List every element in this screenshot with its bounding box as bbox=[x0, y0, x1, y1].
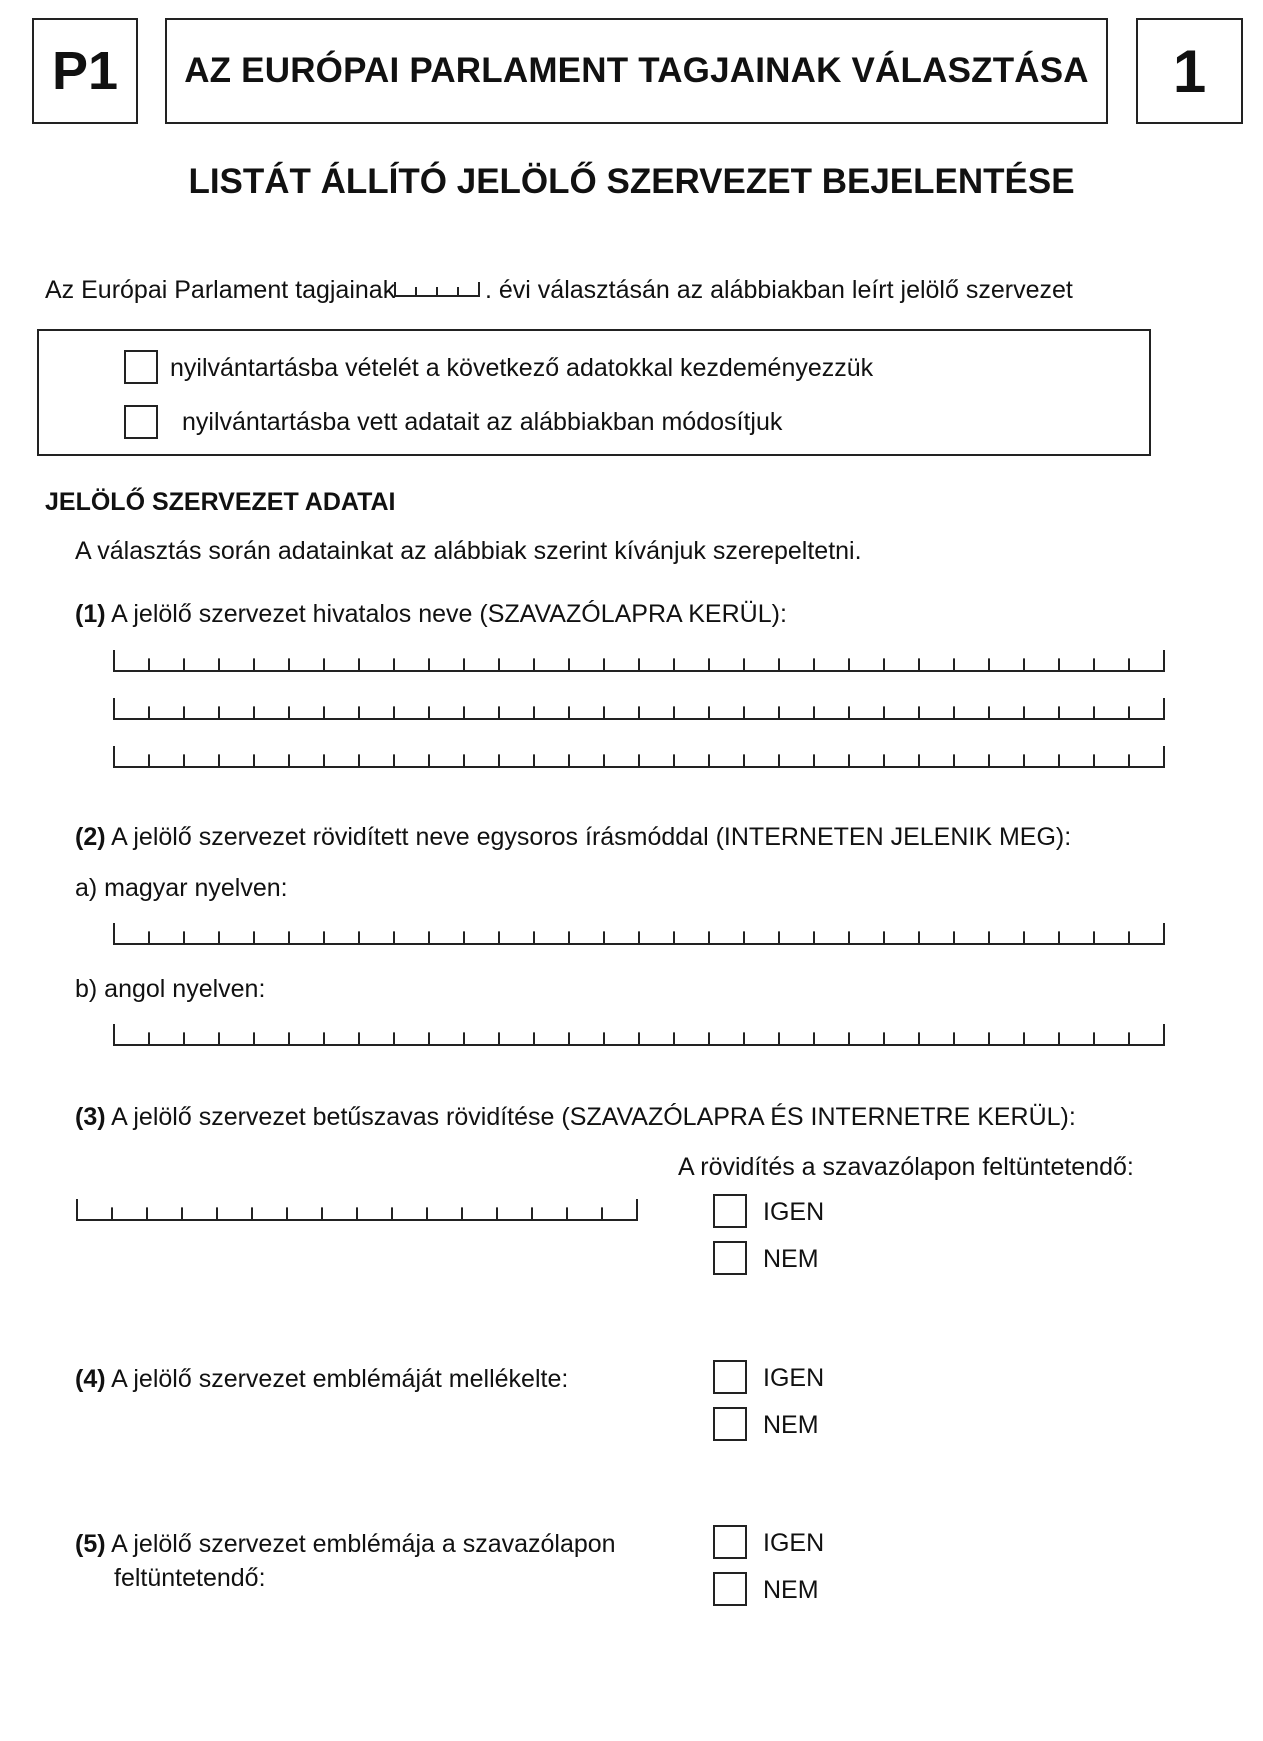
option-register-label: nyilvántartásba vételét a következő adatokkal kezdeményezzük bbox=[170, 354, 874, 382]
q4-yes-checkbox[interactable] bbox=[713, 1360, 747, 1394]
header-title-box bbox=[165, 18, 1108, 124]
document-subtitle: LISTÁT ÁLLÍTÓ JELÖLŐ SZERVEZET BEJELENTÉSE bbox=[188, 162, 1075, 201]
option-modify-label: nyilvántartásba vett adatait az alábbiakban módosítjuk bbox=[182, 408, 783, 436]
q3-no-label: NEM bbox=[763, 1245, 819, 1273]
intro-after-year: . évi választásán az alábbiakban leírt jelölő szervezet bbox=[485, 276, 1073, 304]
q3-label: A jelölő szervezet betűszavas rövidítése (SZAVAZÓLAPRA ÉS INTERNETRE KERÜL): bbox=[111, 1103, 1076, 1131]
q1-label-row bbox=[75, 600, 787, 629]
q1-number: (1) bbox=[75, 600, 106, 628]
header-title: AZ EURÓPAI PARLAMENT TAGJAINAK VÁLASZTÁSA bbox=[184, 51, 1089, 90]
q4-no-label: NEM bbox=[763, 1411, 819, 1439]
q2-hungarian-label: a) magyar nyelven: bbox=[75, 874, 288, 902]
q5-yes-label: IGEN bbox=[763, 1529, 825, 1557]
q5-yes-checkbox[interactable] bbox=[713, 1525, 747, 1559]
q5-no-label: NEM bbox=[763, 1576, 819, 1604]
q2-hungarian-comb[interactable] bbox=[113, 923, 1165, 945]
q2-english-label: b) angol nyelven: bbox=[75, 975, 266, 1003]
q3-abbreviation-comb[interactable] bbox=[76, 1199, 638, 1221]
q1-name-line-2-comb[interactable] bbox=[113, 698, 1165, 720]
q3-label-row bbox=[75, 1103, 1076, 1132]
section-note: A választás során adatainkat az alábbiak szerint kívánjuk szerepeltetni. bbox=[75, 537, 862, 565]
q3-side-label: A rövidítés a szavazólapon feltüntetendő: bbox=[678, 1153, 1134, 1181]
option-modify-checkbox[interactable] bbox=[124, 405, 158, 439]
q2-english-comb[interactable] bbox=[113, 1024, 1165, 1046]
q3-yes-label: IGEN bbox=[763, 1198, 825, 1226]
form-code-box bbox=[32, 18, 138, 124]
q4-yes-label: IGEN bbox=[763, 1364, 825, 1392]
q3-no-checkbox[interactable] bbox=[713, 1241, 747, 1275]
q1-name-line-3-comb[interactable] bbox=[113, 746, 1165, 768]
intro-before-year: Az Európai Parlament tagjainak bbox=[45, 276, 396, 304]
q4-number: (4) bbox=[75, 1365, 106, 1393]
q3-yes-checkbox[interactable] bbox=[713, 1194, 747, 1228]
q1-label: A jelölő szervezet hivatalos neve (SZAVAZÓLAPRA KERÜL): bbox=[111, 600, 787, 628]
q5-label-line-2: feltüntetendő: bbox=[114, 1564, 266, 1592]
q4-label: A jelölő szervezet emblémáját mellékelte: bbox=[111, 1365, 569, 1393]
q2-label-row bbox=[75, 823, 1071, 852]
year-input-comb[interactable] bbox=[394, 281, 480, 297]
q4-no-checkbox[interactable] bbox=[713, 1407, 747, 1441]
page-number-box bbox=[1136, 18, 1243, 124]
q5-no-checkbox[interactable] bbox=[713, 1572, 747, 1606]
q5-number: (5) bbox=[75, 1530, 106, 1558]
q2-number: (2) bbox=[75, 823, 106, 851]
q2-label: A jelölő szervezet rövidített neve egysoros írásmóddal (INTERNETEN JELENIK MEG): bbox=[111, 823, 1072, 851]
q4-label-row bbox=[75, 1365, 568, 1394]
q3-number: (3) bbox=[75, 1103, 106, 1131]
q5-label-row bbox=[75, 1530, 616, 1559]
q5-label-line-1: A jelölő szervezet emblémája a szavazólapon bbox=[111, 1530, 616, 1558]
page-number: 1 bbox=[1172, 37, 1207, 105]
q1-name-line-1-comb[interactable] bbox=[113, 650, 1165, 672]
section-heading: JELÖLŐ SZERVEZET ADATAI bbox=[45, 488, 396, 516]
option-register-checkbox[interactable] bbox=[124, 350, 158, 384]
form-code: P1 bbox=[51, 41, 119, 101]
